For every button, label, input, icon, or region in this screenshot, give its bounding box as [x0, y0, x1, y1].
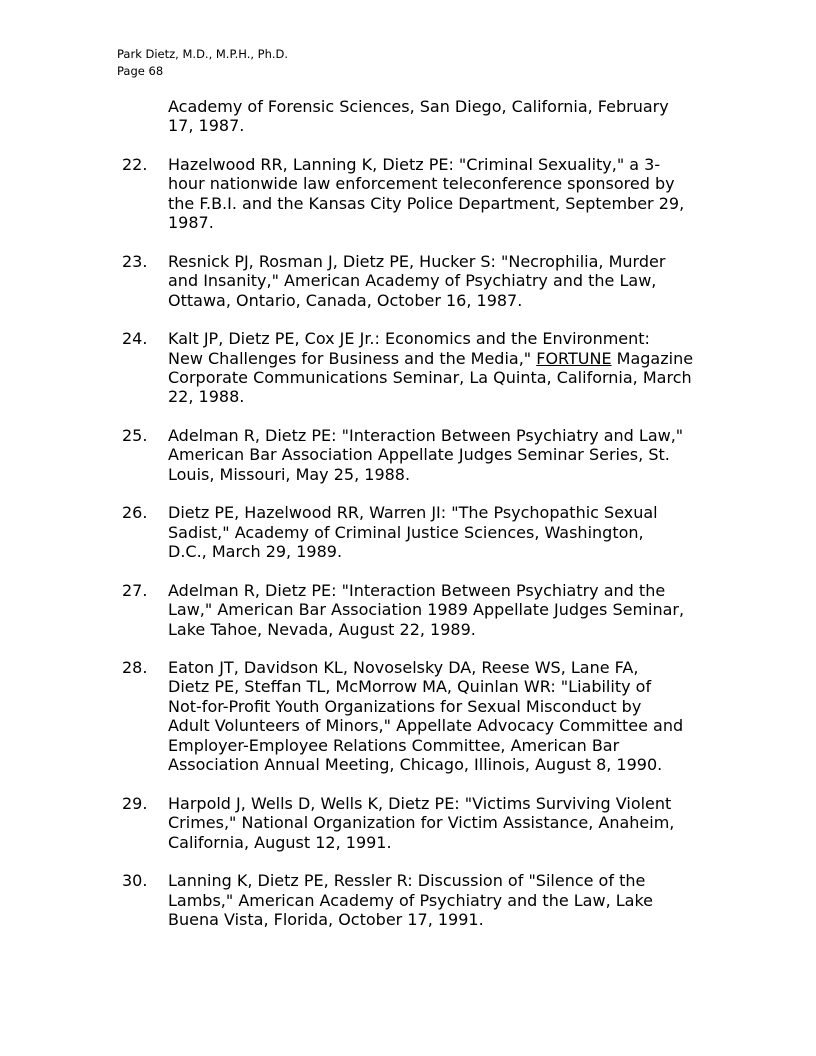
entry-line: Hazelwood RR, Lanning K, Dietz PE: "Criminal Sexuality," a 3- — [168, 154, 661, 174]
item-number: 26. — [122, 503, 148, 523]
entry-line: American Bar Association Appellate Judges Seminar Series, St. — [168, 445, 670, 465]
entry-line: Corporate Communications Seminar, La Quinta, California, March — [168, 367, 692, 387]
entry-line: Adelman R, Dietz PE: "Interaction Between Psychiatry and Law," — [168, 425, 684, 445]
entry-line: Lake Tahoe, Nevada, August 22, 1989. — [168, 619, 476, 639]
entry-line: Association Annual Meeting, Chicago, Illinois, August 8, 1990. — [168, 755, 663, 775]
item-number: 29. — [122, 793, 148, 813]
entry-line: Adelman R, Dietz PE: "Interaction Between Psychiatry and the — [168, 580, 666, 600]
entry-line: California, August 12, 1991. — [168, 832, 392, 852]
entry-line: Adult Volunteers of Minors," Appellate Advocacy Committee and — [168, 716, 684, 736]
item-number: 27. — [122, 580, 148, 600]
entry-line — [168, 349, 742, 368]
continuation-entry — [122, 97, 742, 136]
entry-line: Sadist," Academy of Criminal Justice Sciences, Washington, — [168, 522, 644, 542]
author-name: Park Dietz, M.D., M.P.H., Ph.D. — [117, 47, 289, 61]
list-item — [122, 871, 742, 929]
item-number: 23. — [122, 251, 148, 271]
item-number: 30. — [122, 871, 148, 891]
document-body — [122, 97, 742, 948]
page-header — [117, 46, 288, 80]
list-item — [122, 794, 742, 852]
entry-line: Lanning K, Dietz PE, Ressler R: Discussion of "Silence of the — [168, 871, 646, 891]
entry-line: Resnick PJ, Rosman J, Dietz PE, Hucker S: "Necrophilia, Murder — [168, 251, 666, 271]
item-number: 22. — [122, 154, 148, 174]
list-item — [122, 658, 742, 775]
item-number: 24. — [122, 329, 148, 349]
entry-line: D.C., March 29, 1989. — [168, 542, 343, 562]
item-number: 25. — [122, 425, 148, 445]
entry-line: 22, 1988. — [168, 387, 245, 407]
entry-line: Harpold J, Wells D, Wells K, Dietz PE: "Victims Surviving Violent — [168, 793, 672, 813]
entry-line: Buena Vista, Florida, October 17, 1991. — [168, 909, 484, 929]
entry-line: Law," American Bar Association 1989 Appellate Judges Seminar, — [168, 600, 685, 620]
entry-line: Dietz PE, Hazelwood RR, Warren JI: "The Psychopathic Sexual — [168, 503, 658, 523]
underlined-title: FORTUNE — [536, 348, 612, 368]
entry-line: Ottawa, Ontario, Canada, October 16, 1987. — [168, 290, 523, 310]
entry-line: 17, 1987. — [168, 116, 245, 136]
line-segment: Magazine — [611, 348, 694, 368]
list-item — [122, 155, 742, 233]
entry-line: Eaton JT, Davidson KL, Novoselsky DA, Reese WS, Lane FA, — [168, 657, 639, 677]
entry-line: Louis, Missouri, May 25, 1988. — [168, 464, 411, 484]
entry-line: Lambs," American Academy of Psychiatry and the Law, Lake — [168, 890, 653, 910]
entry-line: Academy of Forensic Sciences, San Diego, California, February — [168, 97, 669, 116]
entry-line: hour nationwide law enforcement teleconference sponsored by — [168, 174, 675, 194]
list-item — [122, 581, 742, 639]
entry-line: 1987. — [168, 213, 214, 233]
line-segment: New Challenges for Business and the Media," — [168, 348, 537, 368]
list-item — [122, 503, 742, 561]
entry-line: Crimes," National Organization for Victim Assistance, Anaheim, — [168, 813, 675, 833]
entry-line: the F.B.I. and the Kansas City Police Department, September 29, — [168, 193, 685, 213]
page-number: Page 68 — [117, 64, 164, 78]
entry-line: Not-for-Profit Youth Organizations for Sexual Misconduct by — [168, 696, 642, 716]
list-item — [122, 252, 742, 310]
entry-line: Kalt JP, Dietz PE, Cox JE Jr.: Economics and the Environment: — [168, 329, 650, 349]
list-item — [122, 426, 742, 484]
list-item — [122, 329, 742, 407]
entry-line: and Insanity," American Academy of Psychiatry and the Law, — [168, 271, 657, 291]
entry-line: Employer-Employee Relations Committee, American Bar — [168, 735, 620, 755]
entry-line: Dietz PE, Steffan TL, McMorrow MA, Quinlan WR: "Liability of — [168, 677, 652, 697]
item-number: 28. — [122, 657, 148, 677]
